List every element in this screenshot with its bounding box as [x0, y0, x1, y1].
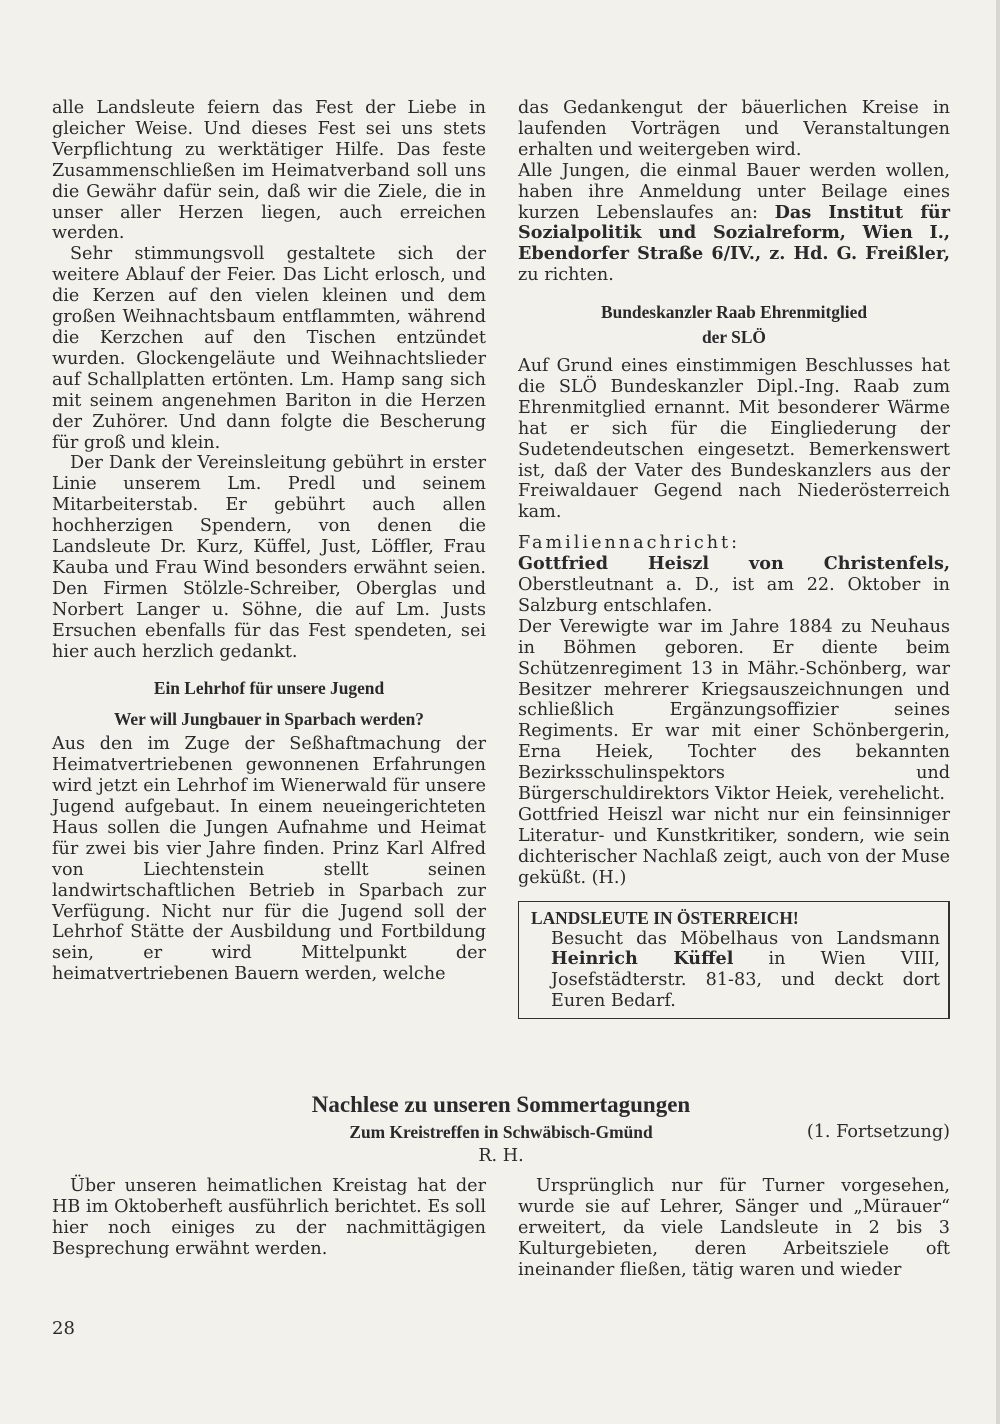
paragraph: alle Landsleute feiern das Fest der Liebe in gleicher Weise. Und dieses Fest sei uns stets Verpflichtung zu werktätiger Hilfe. Das feste Zusammenschließen im Heimatverband soll uns die Gewähr dafür sein, daß wir die Ziele, die in unser aller Herzen liegen, auch erreichen werden.: [52, 98, 486, 244]
text: Besucht das Möbelhaus von Landsmann: [551, 928, 940, 949]
section-subheading: Wer will Jungbauer in Sparbach werden?: [113, 709, 425, 730]
paragraph: das Gedankengut der bäuerlichen Kreise in laufenden Vorträgen und Veranstaltungen erhalten und weitergeben wird.: [518, 98, 950, 160]
paragraph: [518, 161, 950, 286]
family-news-label: Familiennachricht:: [518, 533, 741, 554]
advertisement-box: [518, 901, 950, 1020]
article-subtitle-row: [52, 1122, 950, 1146]
advertisement-title: LANDSLEUTE IN ÖSTERREICH!: [531, 907, 799, 928]
page-edge: [996, 0, 1000, 1424]
text: zu richten.: [518, 265, 614, 286]
page-number: 28: [52, 1318, 75, 1339]
text: Alle Jungen, die einmal Bauer werden wollen, haben ihre Anmeldung unter Beilage eines kurzen Lebenslaufes an:: [518, 160, 950, 223]
advertisement-text: [531, 929, 940, 1013]
person-name: Gottfried Heiszl von Christenfels,: [518, 553, 950, 575]
right-column: [518, 98, 950, 1019]
article-author: R. H.: [478, 1146, 524, 1166]
section-heading: Ein Lehrhof für unsere Jugend: [153, 678, 385, 699]
paragraph: Der Dank der Vereinsleitung gebührt in erster Linie unserem Lm. Predl und seinem Mitarbeiterstab. Er gebührt auch allen hochherzigen Spendern, von denen die Landsleute Dr. Kurz, Küffel, Just, Löffler, Frau Kauba und Frau Wind besonders erwähnt seien. Den Firmen Stölzle-Schreiber, Oberglas und Norbert Langer u. Söhne, die auf Lm. Justs Ersuchen ebenfalls für das Fest spendeten, sei hier auch herzlich gedankt.: [52, 453, 486, 662]
paragraph: Aus den im Zuge der Seßhaftmachung der Heimatvertriebenen gewonnenen Erfahrungen wird jetzt ein Lehrhof im Wienerwald für unsere Jugend aufgebaut. In einem neueingerichteten Haus sollen die Jungen Aufnahme und Heimat für zwei bis vier Jahre finden. Prinz Karl Alfred von Liechtenstein stellt seinen landwirtschaftlichen Betrieb in Sparbach zur Verfügung. Nicht nur für die Jugend soll der Lehrhof Stätte der Ausbildung und Fortbildung sein, er wird Mittelpunkt der heimatvertriebenen Bauern werden, welche: [52, 734, 486, 985]
paragraph: Ursprünglich nur für Turner vorgesehen, wurde sie auf Lehrer, Sänger und „Mürauer“ erweitert, da viele Landsleute in 2 bis 3 Kulturgebieten, deren Arbeitsziele oft ineinander fließen, tätig waren und wieder: [518, 1176, 950, 1280]
article-section: [52, 1092, 950, 1280]
paragraph: Der Verewigte war im Jahre 1884 zu Neuhaus in Böhmen geboren. Er diente beim Schützenregiment 13 in Mähr.-Schönberg, war Besitzer mehrerer Kriegsauszeichnungen und schließlich Ergänzungsoffizier seines Regiments. Er war mit einer Schönbergerin, Erna Heiek, Tochter des bekannten Bezirksschulinspektors und Bürgerschuldirektors Viktor Heiek, verehelicht.: [518, 616, 950, 805]
text: in Wien VIII, Josefstädterstr. 81-83, und deckt dort Euren Bedarf.: [551, 949, 941, 1012]
continuation-note: (1. Fortsetzung): [806, 1122, 950, 1142]
address-text: Das Institut für Sozialpolitik und Sozialreform, Wien I., Ebendorfer Straße 6/IV., z. Hd. G. Freißler,: [518, 201, 950, 265]
paragraph: Gottfried Heiszl war nicht nur ein feinsinniger Literatur- und Kunstkritiker, sondern, wie sein dichterischer Nachlaß zeigt, auch von der Muse geküßt. (H.): [518, 805, 950, 888]
section-heading: Bundeskanzler Raab Ehrenmitglied: [600, 302, 868, 323]
text: Oberstleutnant a. D., ist am 22. Oktober in Salzburg entschlafen.: [518, 575, 950, 616]
section-heading-continued: der SLÖ: [702, 327, 766, 348]
paragraph: Über unseren heimatlichen Kreistag hat der HB im Oktoberheft ausführlich berichtet. Es soll hier noch einiges zu der nachmittägigen Besprechung erwähnt werden.: [52, 1176, 486, 1259]
left-column: [52, 98, 486, 985]
article-subtitle: Zum Kreistreffen in Schwäbisch-Gmünd: [349, 1122, 653, 1142]
article-title: Nachlese zu unseren Sommertagungen: [311, 1092, 691, 1117]
paragraph: Auf Grund eines einstimmigen Beschlusses hat die SLÖ Bundeskanzler Dipl.-Ing. Raab zum Ehrenmitglied ernannt. Mit besonderer Wärme hat er sich für die Eingliederung der Sudetendeutschen eingesetzt. Bemerkenswert ist, daß der Vater des Bundeskanzlers aus der Freiwaldauer Gegend nach Niederösterreich kam.: [518, 355, 950, 523]
merchant-name: Heinrich Küffel: [551, 948, 734, 970]
paragraph: Sehr stimmungsvoll gestaltete sich der weitere Ablauf der Feier. Das Licht erlosch, und die Kerzen auf den vielen kleinen und dem großen Weihnachtsbaum entflammten, während die Kerzchen auf den Tischen entzündet wurden. Glockengeläute und Weihnachtslieder auf Schallplatten ertönten. Lm. Hamp sang sich mit seinem angenehmen Bariton in die Herzen der Zuhörer. Und dann folgte die Bescherung für groß und klein.: [52, 244, 486, 453]
paragraph: [518, 554, 950, 617]
